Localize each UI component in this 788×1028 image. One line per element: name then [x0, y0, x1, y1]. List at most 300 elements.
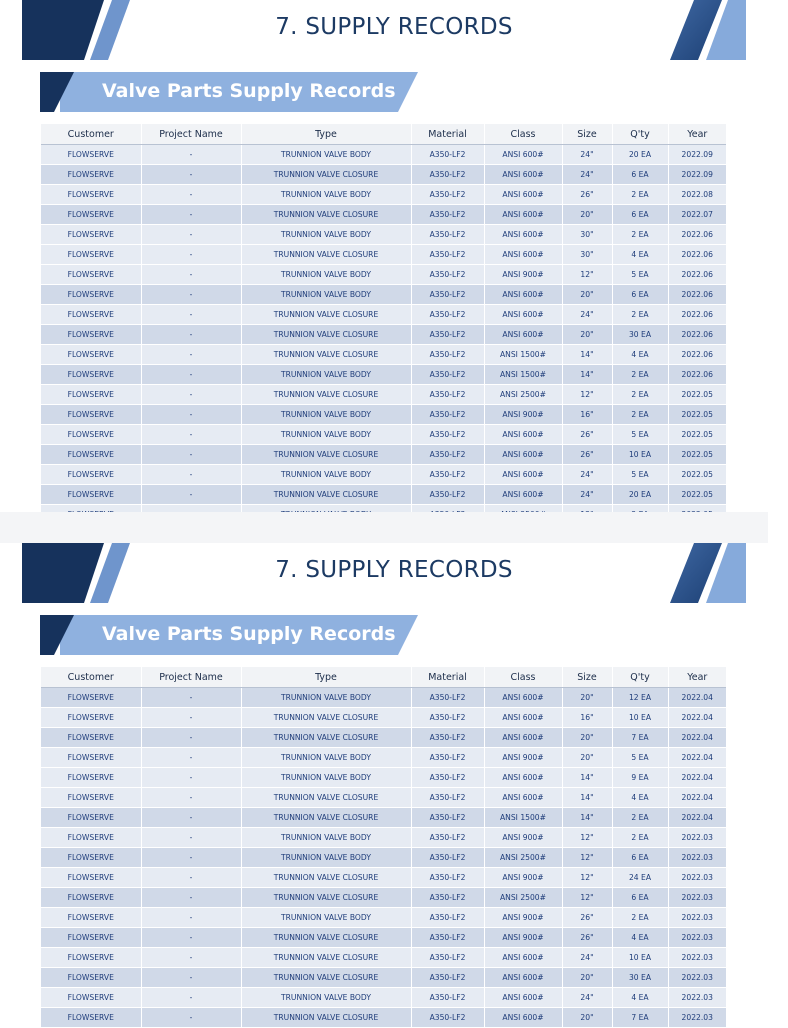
column-header-material: Material — [411, 667, 484, 688]
cell-class: ANSI 600# — [484, 425, 562, 445]
cell-year: 2022.03 — [668, 968, 726, 988]
table-body — [41, 688, 726, 1028]
cell-project-name: - — [141, 225, 241, 245]
column-header-project-name: Project Name — [141, 124, 241, 145]
cell-type: TRUNNION VALVE BODY — [241, 988, 411, 1008]
cell-customer: FLOWSERVE — [41, 1008, 141, 1028]
cell-type: TRUNNION VALVE CLOSURE — [241, 1008, 411, 1028]
cell-customer: FLOWSERVE — [41, 988, 141, 1008]
cell-qty: 5 EA — [612, 425, 668, 445]
table-row — [41, 828, 726, 848]
cell-size: 16" — [562, 405, 612, 425]
table-header-row — [41, 667, 726, 688]
cell-customer: FLOWSERVE — [41, 708, 141, 728]
cell-size: 20" — [562, 285, 612, 305]
cell-class: ANSI 900# — [484, 928, 562, 948]
cell-project-name: - — [141, 485, 241, 505]
table-row — [41, 185, 726, 205]
cell-class: ANSI 600# — [484, 788, 562, 808]
cell-customer: FLOWSERVE — [41, 888, 141, 908]
cell-type: TRUNNION VALVE BODY — [241, 908, 411, 928]
cell-customer: FLOWSERVE — [41, 688, 141, 708]
cell-size: 16" — [562, 708, 612, 728]
cell-type: TRUNNION VALVE CLOSURE — [241, 968, 411, 988]
cell-year: 2022.06 — [668, 265, 726, 285]
cell-size: 30" — [562, 245, 612, 265]
cell-class: ANSI 900# — [484, 265, 562, 285]
supply-records-table — [41, 124, 726, 525]
cell-material: A350-LF2 — [411, 445, 484, 465]
cell-type: TRUNNION VALVE BODY — [241, 145, 411, 165]
cell-class: ANSI 600# — [484, 205, 562, 225]
cell-year: 2022.03 — [668, 928, 726, 948]
cell-customer: FLOWSERVE — [41, 445, 141, 465]
cell-class: ANSI 600# — [484, 145, 562, 165]
cell-class: ANSI 1500# — [484, 365, 562, 385]
page-separator — [0, 512, 768, 543]
cell-type: TRUNNION VALVE BODY — [241, 748, 411, 768]
table-row — [41, 888, 726, 908]
table-row — [41, 1008, 726, 1028]
cell-material: A350-LF2 — [411, 788, 484, 808]
cell-material: A350-LF2 — [411, 868, 484, 888]
cell-material: A350-LF2 — [411, 145, 484, 165]
cell-type: TRUNNION VALVE BODY — [241, 768, 411, 788]
cell-project-name: - — [141, 748, 241, 768]
page-2 — [0, 543, 768, 1024]
table-row — [41, 908, 726, 928]
cell-size: 12" — [562, 848, 612, 868]
cell-class: ANSI 600# — [484, 768, 562, 788]
cell-class: ANSI 600# — [484, 948, 562, 968]
cell-type: TRUNNION VALVE BODY — [241, 225, 411, 245]
cell-size: 20" — [562, 325, 612, 345]
table-row — [41, 345, 726, 365]
cell-year: 2022.09 — [668, 145, 726, 165]
cell-material: A350-LF2 — [411, 948, 484, 968]
cell-year: 2022.06 — [668, 225, 726, 245]
table-row — [41, 928, 726, 948]
page-title: 7. SUPPLY RECORDS — [275, 557, 513, 583]
cell-type: TRUNNION VALVE BODY — [241, 285, 411, 305]
cell-customer: FLOWSERVE — [41, 385, 141, 405]
table-header-row — [41, 124, 726, 145]
cell-size: 20" — [562, 728, 612, 748]
cell-class: ANSI 900# — [484, 868, 562, 888]
page-1 — [0, 0, 768, 512]
cell-material: A350-LF2 — [411, 385, 484, 405]
cell-project-name: - — [141, 928, 241, 948]
cell-customer: FLOWSERVE — [41, 868, 141, 888]
cell-customer: FLOWSERVE — [41, 748, 141, 768]
cell-project-name: - — [141, 988, 241, 1008]
cell-size: 14" — [562, 345, 612, 365]
table-row — [41, 445, 726, 465]
cell-customer: FLOWSERVE — [41, 908, 141, 928]
cell-qty: 2 EA — [612, 385, 668, 405]
table-row — [41, 405, 726, 425]
cell-customer: FLOWSERVE — [41, 465, 141, 485]
cell-qty: 20 EA — [612, 145, 668, 165]
cell-qty: 4 EA — [612, 345, 668, 365]
cell-project-name: - — [141, 888, 241, 908]
cell-class: ANSI 600# — [484, 988, 562, 1008]
cell-year: 2022.04 — [668, 728, 726, 748]
cell-qty: 7 EA — [612, 728, 668, 748]
cell-customer: FLOWSERVE — [41, 968, 141, 988]
cell-customer: FLOWSERVE — [41, 425, 141, 445]
cell-size: 26" — [562, 425, 612, 445]
cell-class: ANSI 600# — [484, 165, 562, 185]
cell-qty: 6 EA — [612, 165, 668, 185]
cell-year: 2022.05 — [668, 405, 726, 425]
cell-customer: FLOWSERVE — [41, 405, 141, 425]
cell-material: A350-LF2 — [411, 848, 484, 868]
cell-project-name: - — [141, 465, 241, 485]
cell-class: ANSI 600# — [484, 185, 562, 205]
cell-type: TRUNNION VALVE BODY — [241, 185, 411, 205]
cell-class: ANSI 600# — [484, 245, 562, 265]
cell-year: 2022.03 — [668, 948, 726, 968]
cell-qty: 6 EA — [612, 848, 668, 868]
cell-customer: FLOWSERVE — [41, 165, 141, 185]
cell-size: 20" — [562, 968, 612, 988]
table-row — [41, 325, 726, 345]
cell-size: 14" — [562, 788, 612, 808]
cell-year: 2022.03 — [668, 828, 726, 848]
cell-class: ANSI 2500# — [484, 848, 562, 868]
cell-customer: FLOWSERVE — [41, 928, 141, 948]
column-header-project-name: Project Name — [141, 667, 241, 688]
cell-project-name: - — [141, 948, 241, 968]
cell-project-name: - — [141, 305, 241, 325]
table-row — [41, 988, 726, 1008]
cell-material: A350-LF2 — [411, 185, 484, 205]
cell-type: TRUNNION VALVE CLOSURE — [241, 728, 411, 748]
cell-type: TRUNNION VALVE CLOSURE — [241, 788, 411, 808]
table-body — [41, 145, 726, 525]
cell-type: TRUNNION VALVE BODY — [241, 405, 411, 425]
cell-year: 2022.06 — [668, 285, 726, 305]
table-row — [41, 968, 726, 988]
cell-year: 2022.06 — [668, 365, 726, 385]
cell-type: TRUNNION VALVE CLOSURE — [241, 868, 411, 888]
cell-qty: 5 EA — [612, 748, 668, 768]
cell-customer: FLOWSERVE — [41, 485, 141, 505]
table-row — [41, 145, 726, 165]
table-row — [41, 285, 726, 305]
cell-customer: FLOWSERVE — [41, 185, 141, 205]
cell-year: 2022.03 — [668, 848, 726, 868]
cell-class: ANSI 900# — [484, 748, 562, 768]
cell-size: 24" — [562, 305, 612, 325]
cell-material: A350-LF2 — [411, 708, 484, 728]
cell-year: 2022.06 — [668, 305, 726, 325]
cell-type: TRUNNION VALVE CLOSURE — [241, 385, 411, 405]
table-row — [41, 728, 726, 748]
cell-qty: 30 EA — [612, 968, 668, 988]
cell-customer: FLOWSERVE — [41, 728, 141, 748]
cell-size: 20" — [562, 688, 612, 708]
cell-year: 2022.05 — [668, 445, 726, 465]
cell-project-name: - — [141, 185, 241, 205]
table-row — [41, 688, 726, 708]
cell-year: 2022.03 — [668, 868, 726, 888]
cell-type: TRUNNION VALVE CLOSURE — [241, 808, 411, 828]
cell-year: 2022.03 — [668, 988, 726, 1008]
cell-class: ANSI 2500# — [484, 385, 562, 405]
cell-material: A350-LF2 — [411, 325, 484, 345]
section-banner — [40, 72, 420, 112]
section-banner-title: Valve Parts Supply Records — [102, 80, 396, 102]
cell-qty: 7 EA — [612, 1008, 668, 1028]
cell-project-name: - — [141, 345, 241, 365]
table-row — [41, 425, 726, 445]
column-header-class: Class — [484, 667, 562, 688]
cell-project-name: - — [141, 385, 241, 405]
cell-project-name: - — [141, 145, 241, 165]
cell-class: ANSI 600# — [484, 1008, 562, 1028]
cell-qty: 4 EA — [612, 788, 668, 808]
cell-type: TRUNNION VALVE CLOSURE — [241, 888, 411, 908]
cell-class: ANSI 600# — [484, 305, 562, 325]
cell-year: 2022.03 — [668, 888, 726, 908]
cell-material: A350-LF2 — [411, 465, 484, 485]
cell-size: 20" — [562, 205, 612, 225]
cell-qty: 9 EA — [612, 768, 668, 788]
column-header-size: Size — [562, 124, 612, 145]
cell-class: ANSI 600# — [484, 225, 562, 245]
cell-project-name: - — [141, 808, 241, 828]
cell-class: ANSI 600# — [484, 728, 562, 748]
cell-qty: 2 EA — [612, 225, 668, 245]
cell-material: A350-LF2 — [411, 365, 484, 385]
cell-class: ANSI 600# — [484, 285, 562, 305]
cell-year: 2022.03 — [668, 1008, 726, 1028]
cell-material: A350-LF2 — [411, 425, 484, 445]
section-banner-title: Valve Parts Supply Records — [102, 623, 396, 645]
table-row — [41, 788, 726, 808]
cell-size: 12" — [562, 385, 612, 405]
cell-size: 24" — [562, 485, 612, 505]
cell-year: 2022.04 — [668, 688, 726, 708]
table-row — [41, 205, 726, 225]
cell-size: 26" — [562, 928, 612, 948]
cell-class: ANSI 600# — [484, 445, 562, 465]
table-row — [41, 748, 726, 768]
cell-qty: 12 EA — [612, 688, 668, 708]
cell-customer: FLOWSERVE — [41, 305, 141, 325]
cell-material: A350-LF2 — [411, 305, 484, 325]
cell-size: 26" — [562, 185, 612, 205]
cell-project-name: - — [141, 205, 241, 225]
cell-material: A350-LF2 — [411, 165, 484, 185]
cell-year: 2022.06 — [668, 325, 726, 345]
cell-year: 2022.05 — [668, 385, 726, 405]
table-row — [41, 225, 726, 245]
cell-type: TRUNNION VALVE CLOSURE — [241, 708, 411, 728]
column-header-qty: Q'ty — [612, 124, 668, 145]
column-header-customer: Customer — [41, 124, 141, 145]
cell-type: TRUNNION VALVE CLOSURE — [241, 305, 411, 325]
cell-size: 26" — [562, 445, 612, 465]
cell-class: ANSI 900# — [484, 908, 562, 928]
cell-project-name: - — [141, 728, 241, 748]
cell-material: A350-LF2 — [411, 485, 484, 505]
cell-material: A350-LF2 — [411, 285, 484, 305]
cell-qty: 5 EA — [612, 465, 668, 485]
cell-customer: FLOWSERVE — [41, 848, 141, 868]
cell-material: A350-LF2 — [411, 828, 484, 848]
cell-year: 2022.06 — [668, 345, 726, 365]
cell-class: ANSI 600# — [484, 325, 562, 345]
cell-year: 2022.04 — [668, 708, 726, 728]
cell-customer: FLOWSERVE — [41, 808, 141, 828]
table-row — [41, 385, 726, 405]
cell-customer: FLOWSERVE — [41, 325, 141, 345]
cell-material: A350-LF2 — [411, 968, 484, 988]
cell-material: A350-LF2 — [411, 888, 484, 908]
cell-size: 14" — [562, 808, 612, 828]
cell-project-name: - — [141, 425, 241, 445]
cell-size: 24" — [562, 465, 612, 485]
cell-material: A350-LF2 — [411, 265, 484, 285]
cell-size: 14" — [562, 365, 612, 385]
cell-qty: 4 EA — [612, 928, 668, 948]
column-header-qty: Q'ty — [612, 667, 668, 688]
cell-year: 2022.07 — [668, 205, 726, 225]
cell-customer: FLOWSERVE — [41, 788, 141, 808]
table-row — [41, 868, 726, 888]
cell-size: 24" — [562, 948, 612, 968]
cell-qty: 2 EA — [612, 405, 668, 425]
cell-type: TRUNNION VALVE CLOSURE — [241, 205, 411, 225]
cell-qty: 10 EA — [612, 948, 668, 968]
cell-qty: 20 EA — [612, 485, 668, 505]
column-header-size: Size — [562, 667, 612, 688]
cell-year: 2022.05 — [668, 425, 726, 445]
cell-material: A350-LF2 — [411, 748, 484, 768]
cell-type: TRUNNION VALVE BODY — [241, 848, 411, 868]
cell-material: A350-LF2 — [411, 688, 484, 708]
column-header-year: Year — [668, 667, 726, 688]
cell-type: TRUNNION VALVE CLOSURE — [241, 948, 411, 968]
cell-size: 24" — [562, 145, 612, 165]
cell-year: 2022.04 — [668, 808, 726, 828]
cell-class: ANSI 1500# — [484, 808, 562, 828]
cell-class: ANSI 2500# — [484, 888, 562, 908]
cell-qty: 4 EA — [612, 245, 668, 265]
cell-material: A350-LF2 — [411, 405, 484, 425]
cell-size: 20" — [562, 748, 612, 768]
cell-qty: 10 EA — [612, 708, 668, 728]
table-row — [41, 948, 726, 968]
cell-project-name: - — [141, 788, 241, 808]
cell-type: TRUNNION VALVE CLOSURE — [241, 165, 411, 185]
column-header-year: Year — [668, 124, 726, 145]
cell-year: 2022.05 — [668, 465, 726, 485]
cell-qty: 10 EA — [612, 445, 668, 465]
cell-type: TRUNNION VALVE CLOSURE — [241, 345, 411, 365]
cell-customer: FLOWSERVE — [41, 225, 141, 245]
table-row — [41, 708, 726, 728]
cell-project-name: - — [141, 265, 241, 285]
table-row — [41, 485, 726, 505]
cell-type: TRUNNION VALVE BODY — [241, 828, 411, 848]
cell-project-name: - — [141, 1008, 241, 1028]
cell-project-name: - — [141, 445, 241, 465]
cell-qty: 6 EA — [612, 205, 668, 225]
cell-customer: FLOWSERVE — [41, 285, 141, 305]
cell-type: TRUNNION VALVE CLOSURE — [241, 245, 411, 265]
cell-size: 12" — [562, 888, 612, 908]
cell-size: 26" — [562, 908, 612, 928]
cell-material: A350-LF2 — [411, 205, 484, 225]
cell-project-name: - — [141, 908, 241, 928]
page-title: 7. SUPPLY RECORDS — [275, 14, 513, 40]
cell-size: 12" — [562, 868, 612, 888]
cell-qty: 30 EA — [612, 325, 668, 345]
cell-year: 2022.08 — [668, 185, 726, 205]
cell-customer: FLOWSERVE — [41, 365, 141, 385]
cell-project-name: - — [141, 365, 241, 385]
cell-type: TRUNNION VALVE CLOSURE — [241, 928, 411, 948]
cell-type: TRUNNION VALVE BODY — [241, 365, 411, 385]
column-header-customer: Customer — [41, 667, 141, 688]
cell-class: ANSI 600# — [484, 485, 562, 505]
cell-project-name: - — [141, 768, 241, 788]
cell-class: ANSI 1500# — [484, 345, 562, 365]
cell-project-name: - — [141, 325, 241, 345]
cell-size: 24" — [562, 165, 612, 185]
cell-class: ANSI 900# — [484, 828, 562, 848]
cell-type: TRUNNION VALVE CLOSURE — [241, 445, 411, 465]
cell-class: ANSI 600# — [484, 465, 562, 485]
cell-type: TRUNNION VALVE BODY — [241, 265, 411, 285]
cell-material: A350-LF2 — [411, 908, 484, 928]
cell-year: 2022.06 — [668, 245, 726, 265]
cell-customer: FLOWSERVE — [41, 768, 141, 788]
cell-type: TRUNNION VALVE CLOSURE — [241, 325, 411, 345]
cell-size: 12" — [562, 828, 612, 848]
cell-project-name: - — [141, 245, 241, 265]
table-row — [41, 768, 726, 788]
column-header-class: Class — [484, 124, 562, 145]
cell-year: 2022.09 — [668, 165, 726, 185]
cell-year: 2022.04 — [668, 788, 726, 808]
cell-project-name: - — [141, 868, 241, 888]
column-header-type: Type — [241, 124, 411, 145]
cell-year: 2022.05 — [668, 485, 726, 505]
cell-type: TRUNNION VALVE BODY — [241, 465, 411, 485]
cell-material: A350-LF2 — [411, 988, 484, 1008]
cell-project-name: - — [141, 708, 241, 728]
cell-material: A350-LF2 — [411, 1008, 484, 1028]
cell-project-name: - — [141, 828, 241, 848]
cell-qty: 2 EA — [612, 305, 668, 325]
cell-qty: 5 EA — [612, 265, 668, 285]
cell-material: A350-LF2 — [411, 928, 484, 948]
cell-type: TRUNNION VALVE CLOSURE — [241, 485, 411, 505]
cell-project-name: - — [141, 165, 241, 185]
table-row — [41, 305, 726, 325]
cell-qty: 2 EA — [612, 808, 668, 828]
cell-customer: FLOWSERVE — [41, 948, 141, 968]
cell-customer: FLOWSERVE — [41, 205, 141, 225]
cell-customer: FLOWSERVE — [41, 265, 141, 285]
cell-material: A350-LF2 — [411, 728, 484, 748]
cell-project-name: - — [141, 688, 241, 708]
